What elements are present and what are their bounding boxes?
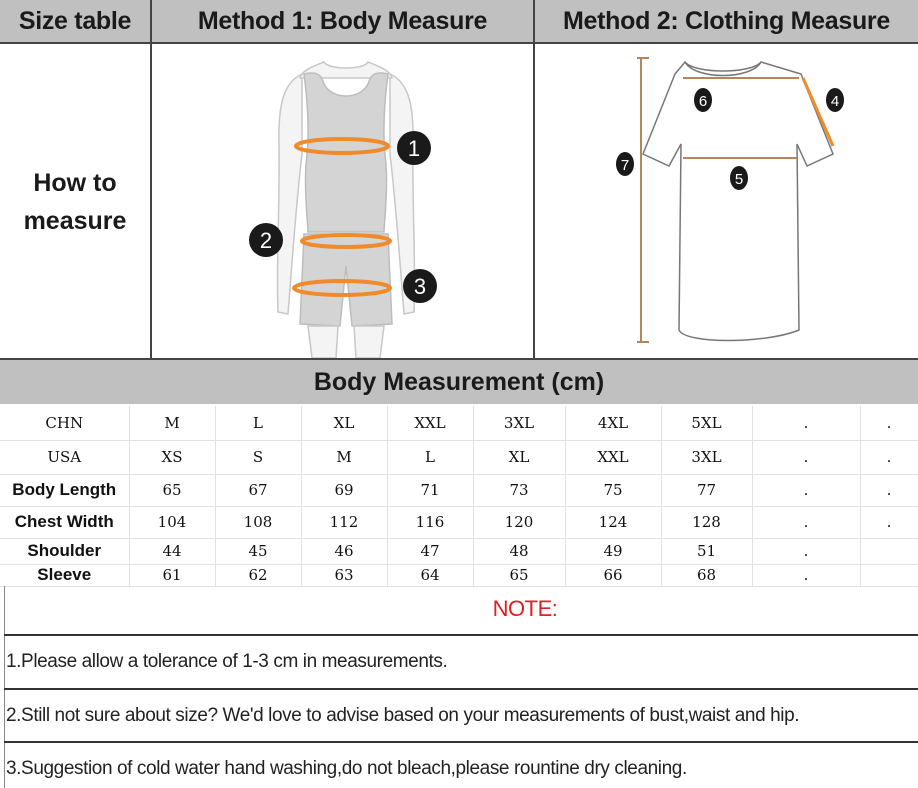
how-to-line2: measure <box>23 207 127 235</box>
row-label: Sleeve <box>0 564 129 586</box>
row-label: Body Length <box>0 474 129 506</box>
note-item-1: 1.Please allow a tolerance of 1-3 cm in measurements. <box>6 651 448 672</box>
table-cell: 112 <box>301 506 387 538</box>
how-to-cell <box>0 44 152 360</box>
table-cell: . <box>752 440 860 474</box>
marker-2: 2 <box>259 228 273 253</box>
table-cell: 65 <box>129 474 215 506</box>
table-cell: . <box>860 474 918 506</box>
body-figure-icon <box>152 44 533 358</box>
table-cell: 120 <box>473 506 565 538</box>
divider <box>4 634 918 636</box>
table-cell: 62 <box>215 564 301 586</box>
table-cell: 61 <box>129 564 215 586</box>
marker-3: 3 <box>413 274 427 299</box>
size-table-header: Size table <box>0 0 152 42</box>
table-cell: 64 <box>387 564 473 586</box>
table-cell: 71 <box>387 474 473 506</box>
row-label: CHN <box>0 406 129 440</box>
table-cell: 77 <box>661 474 752 506</box>
table-cell: 104 <box>129 506 215 538</box>
table-cell: 4XL <box>565 406 661 440</box>
how-to-line1: How to <box>33 169 117 197</box>
marker-5: 5 <box>734 171 744 188</box>
table-cell: 65 <box>473 564 565 586</box>
table-cell: . <box>860 506 918 538</box>
note-item-2: 2.Still not sure about size? We'd love to advise based on your measurements of bust,waist and hip. <box>6 705 800 726</box>
table-cell: 47 <box>387 538 473 564</box>
table-cell: XL <box>301 406 387 440</box>
table-cell: 51 <box>661 538 752 564</box>
table-cell: 67 <box>215 474 301 506</box>
row-label: Shoulder <box>0 538 129 564</box>
table-cell: 108 <box>215 506 301 538</box>
table-cell: 66 <box>565 564 661 586</box>
table-row <box>0 506 918 538</box>
table-cell: XXL <box>387 406 473 440</box>
table-cell: . <box>752 474 860 506</box>
table-row <box>0 440 918 474</box>
divider <box>4 688 918 690</box>
table-cell: 116 <box>387 506 473 538</box>
body-measurement-title: Body Measurement (cm) <box>0 360 918 404</box>
marker-4: 4 <box>830 93 840 110</box>
row-label: Chest Width <box>0 506 129 538</box>
table-cell: L <box>387 440 473 474</box>
row-label: USA <box>0 440 129 474</box>
divider <box>4 741 918 743</box>
table-cell: 44 <box>129 538 215 564</box>
table-cell: 68 <box>661 564 752 586</box>
table-cell: M <box>129 406 215 440</box>
table-cell: 124 <box>565 506 661 538</box>
table-cell: 3XL <box>473 406 565 440</box>
note-item-3: 3.Suggestion of cold water hand washing,do not bleach,please rountine dry cleaning. <box>6 758 687 779</box>
table-row <box>0 538 918 564</box>
tshirt-icon <box>535 44 916 358</box>
table-cell <box>860 564 918 586</box>
table-cell: . <box>860 406 918 440</box>
table-cell: XL <box>473 440 565 474</box>
table-cell: . <box>752 538 860 564</box>
table-row <box>0 474 918 506</box>
table-cell: . <box>860 440 918 474</box>
table-cell: S <box>215 440 301 474</box>
table-cell: 48 <box>473 538 565 564</box>
method2-header: Method 2: Clothing Measure <box>535 0 918 42</box>
table-cell: 45 <box>215 538 301 564</box>
table-cell: 69 <box>301 474 387 506</box>
table-cell: 75 <box>565 474 661 506</box>
table-cell: . <box>752 406 860 440</box>
table-cell: 73 <box>473 474 565 506</box>
table-cell: 3XL <box>661 440 752 474</box>
clothing-measure-illustration <box>535 44 918 360</box>
table-cell: XS <box>129 440 215 474</box>
table-cell: XXL <box>565 440 661 474</box>
marker-7: 7 <box>620 157 630 174</box>
table-cell: 128 <box>661 506 752 538</box>
method1-header: Method 1: Body Measure <box>152 0 535 42</box>
table-cell: 63 <box>301 564 387 586</box>
size-table <box>0 406 918 587</box>
table-cell: M <box>301 440 387 474</box>
table-cell <box>860 538 918 564</box>
table-cell: L <box>215 406 301 440</box>
table-cell: 49 <box>565 538 661 564</box>
table-cell: 5XL <box>661 406 752 440</box>
table-cell: 46 <box>301 538 387 564</box>
marker-1: 1 <box>407 136 421 161</box>
how-to-label <box>24 164 127 240</box>
table-cell: . <box>752 564 860 586</box>
table-row <box>0 406 918 440</box>
body-measure-illustration <box>152 44 535 360</box>
note-title: NOTE: <box>492 596 558 621</box>
marker-6: 6 <box>698 93 708 110</box>
table-row <box>0 564 918 586</box>
table-cell: . <box>752 506 860 538</box>
